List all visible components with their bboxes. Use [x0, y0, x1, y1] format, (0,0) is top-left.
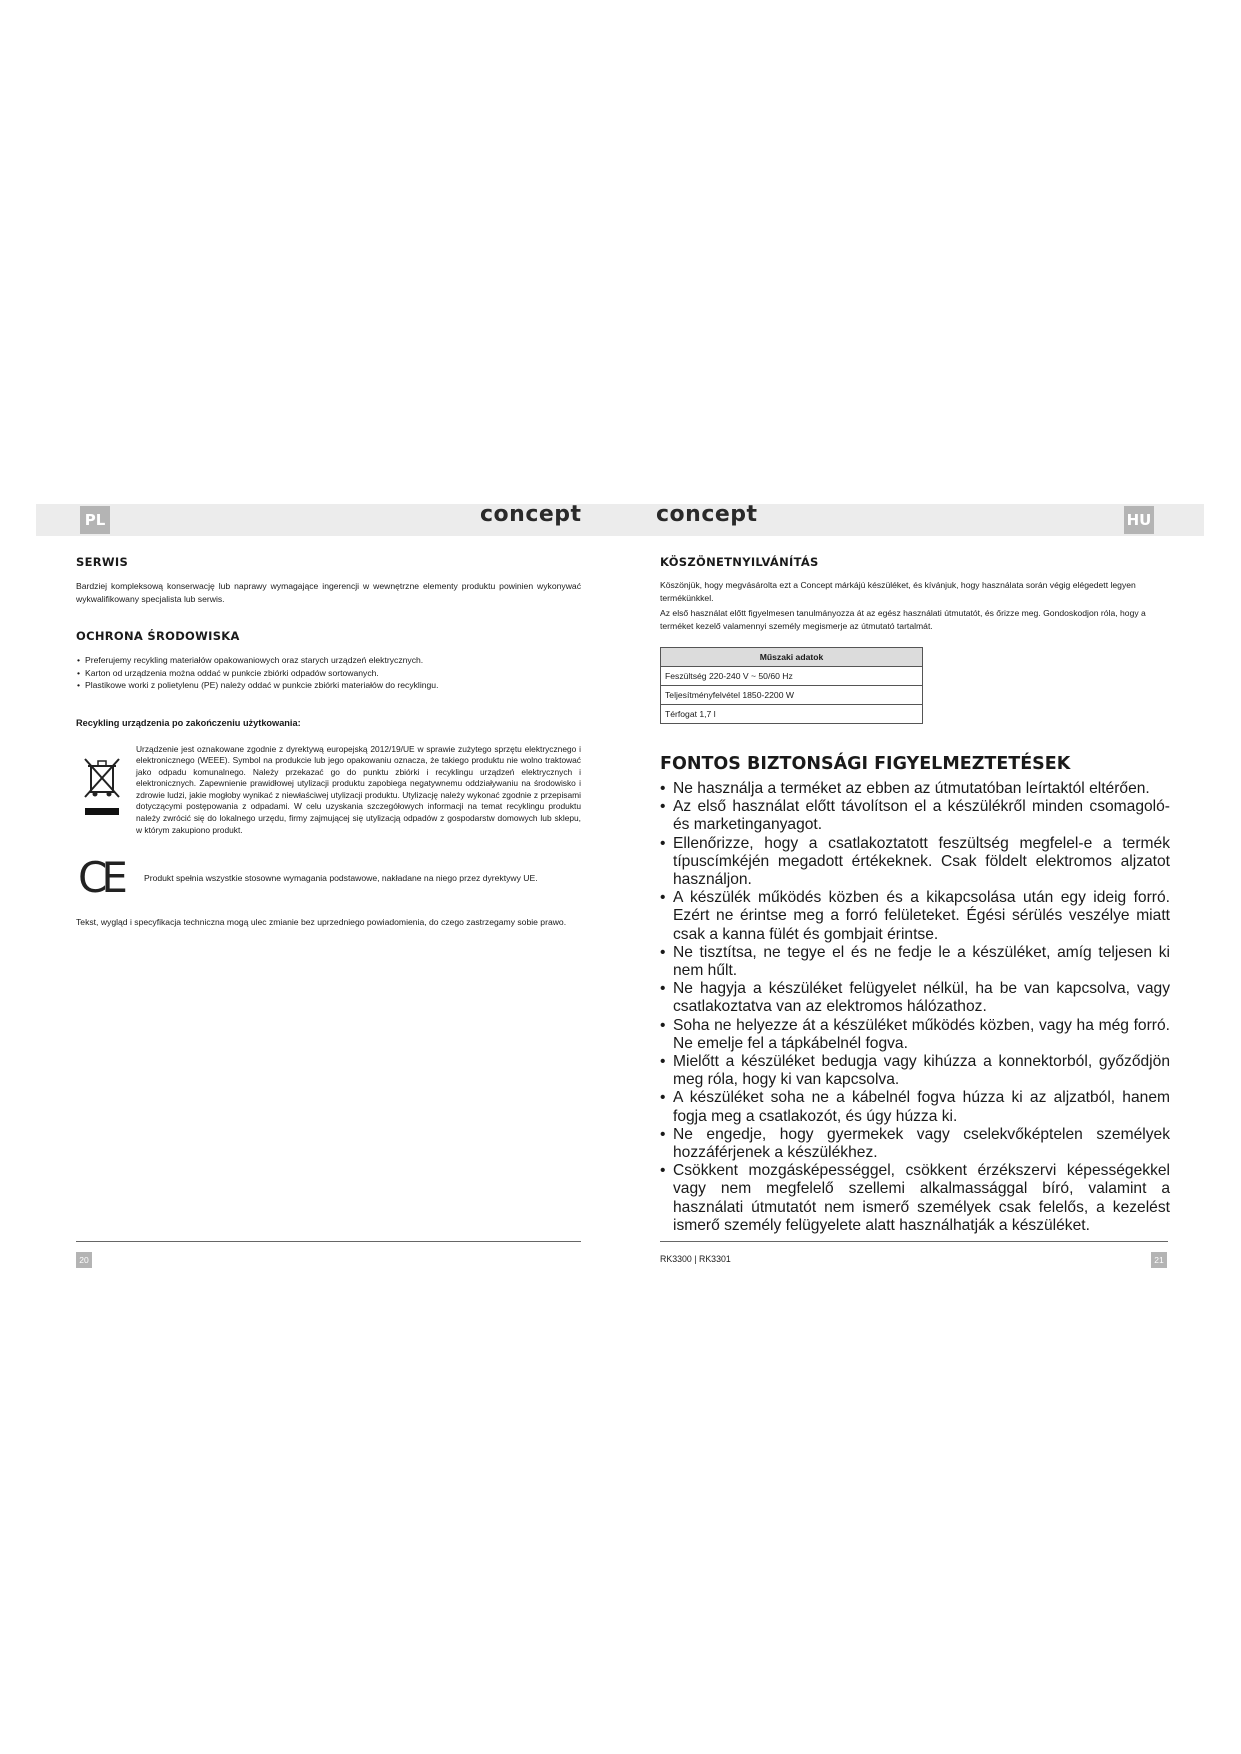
list-item: • Preferujemy recykling materiałów opakowaniowych oraz starych urządzeń elektrycznych. [76, 654, 581, 667]
list-item: • A készülék működés közben és a kikapcsolása után egy ideig forró. Ezért ne érintse meg a forró felületeket. Égési sérülés veszélye miatt csak a kanna fülét és gombjait érintse. [660, 889, 1170, 944]
list-item: • Az első használat előtt távolítson el a készülékről minden csomagoló- és marketinganyagot. [660, 798, 1170, 834]
list-item: • Mielőtt a készüléket bedugja vagy kihúzza a konnektorból, győződjön meg róla, hogy ki van kapcsolva. [660, 1053, 1170, 1089]
list-item: • Soha ne helyezze át a készüléket működés közben, vagy ha még forró. Ne emelje fel a tápkábelnél fogva. [660, 1017, 1170, 1053]
thanks-paragraph-2: Az első használat előtt figyelmesen tanulmányozza át az egész használati útmutatót, és őrizze meg. Gondoskodjon róla, hogy a terméket kezelő valamennyi személy megismerje az útmutató tartalmát. [660, 608, 1146, 631]
table-row: Feszültség 220-240 V ~ 50/60 Hz [661, 667, 923, 686]
safety-heading: FONTOS BIZTONSÁGI FIGYELMEZTETÉSEK [660, 754, 1071, 774]
language-badge-hu: HU [1124, 506, 1154, 534]
serwis-heading: SERWIS [76, 555, 129, 569]
list-item: • Ne hagyja a készüléket felügyelet nélkül, ha be van kapcsolva, vagy csatlakoztatva van az elektromos hálózathoz. [660, 980, 1170, 1016]
model-number: RK3300 | RK3301 [660, 1254, 731, 1264]
ce-mark-icon: CE [78, 853, 122, 903]
list-item: • A készüléket soha ne a kábelnél fogva húzza ki az aljzatból, hanem fogja meg a csatlakozót, és úgy húzza ki. [660, 1089, 1170, 1125]
recycling-heading: Recykling urządzenia po zakończeniu użytkowania: [76, 717, 301, 728]
list-item: • Csökkent mozgásképességgel, csökkent érzékszervi képességekkel vagy nem megfelelő szellemi alkalmassággal bíró, valamint a használati útmutatót nem ismerő személyek csak felelős, a kezelést ismerő személy felügyelete alatt használhatják a készüléket. [660, 1162, 1170, 1235]
list-item: • Karton od urządzenia można oddać w punkcie zbiórki odpadów sortowanych. [76, 667, 581, 680]
footer-rule-right [660, 1241, 1168, 1242]
page-number-right: 21 [1151, 1252, 1167, 1268]
list-item: • Ne tisztítsa, ne tegye el és ne fedje le a készüléket, amíg teljesen ki nem hűlt. [660, 944, 1170, 980]
spec-table-header: Műszaki adatok [661, 648, 923, 667]
weee-section [76, 744, 581, 837]
thanks-heading: KÖSZÖNETNYILVÁNÍTÁS [660, 555, 819, 569]
ce-text: Produkt spełnia wszystkie stosowne wymagania podstawowe, nakładane na niego przez dyrektywy UE. [144, 873, 538, 883]
safety-list [660, 780, 1170, 1235]
list-item: • Ellenőrizze, hogy a csatlakoztatott feszültség megfelel-e a termék típuscímkéjén megadott értékeknek. Csak földelt elektromos aljzatot használjon. [660, 835, 1170, 890]
right-page [660, 555, 1170, 1235]
table-row: Térfogat 1,7 l [661, 705, 923, 724]
left-page [76, 555, 581, 929]
list-item: • Ne engedje, hogy gyermekek vagy cselekvőképtelen személyek hozzáférjenek a készülékhez. [660, 1126, 1170, 1162]
table-row: Teljesítményfelvétel 1850-2200 W [661, 686, 923, 705]
footer-rule-left [76, 1241, 581, 1242]
env-heading: OCHRONA ŚRODOWISKA [76, 629, 240, 643]
env-list [76, 654, 581, 692]
brand-logo-left: concept [480, 502, 582, 527]
thanks-paragraph-1: Köszönjük, hogy megvásárolta ezt a Concept márkájú készüléket, és kívánjuk, hogy használata során végig elégedett legyen termékünkkel. [660, 580, 1136, 603]
page-number-left: 20 [76, 1252, 92, 1268]
list-item: • Plastikowe worki z polietylenu (PE) należy oddać w punkcie zbiórki materiałów do recyklingu. [76, 679, 581, 692]
language-badge-pl: PL [80, 506, 110, 534]
brand-logo-right: concept [656, 502, 758, 527]
notice-text: Tekst, wygląd i specyfikacja techniczna mogą ulec zmianie bez uprzedniego powiadomienia, do czego zastrzegamy sobie prawo. [76, 917, 567, 928]
spec-table [660, 647, 923, 724]
header-band [36, 504, 1204, 536]
weee-bar [85, 808, 119, 815]
list-item: • Ne használja a terméket az ebben az útmutatóban leírtaktól eltérően. [660, 780, 1170, 798]
recycling-text: Urządzenie jest oznakowane zgodnie z dyrektywą europejską 2012/19/UE w sprawie zużytego sprzętu elektrycznego i elektronicznego (WEEE). Symbol na produkcie lub jego opakowaniu oznacza, że takiego produktu nie wolno traktować jako odpadu komunalnego. Należy przekazać go do punktu zbiórki i recyklingu urządzeń elektrycznych i elektronicznych. Zapewnienie prawidłowej utylizacji produktu zapobiega negatywnemu oddziaływaniu na środowisko i zdrowie ludzi, jakie mogłoby wynikać z niewłaściwej utylizacji produktu. Utylizację należy wykonać zgodnie z przepisami dotyczącymi postępowania z odpadami. W celu uzyskania szczegółowych informacji na temat recyklingu produktu należy zwrócić się do lokalnego urzędu, firmy zajmującej się utylizacją odpadów z gospodarstw domowych lub sklepu, w którym zakupiono produkt. [136, 743, 581, 835]
weee-bin-icon [76, 744, 128, 837]
ce-section [76, 853, 581, 903]
serwis-text: Bardziej kompleksową konserwację lub naprawy wymagające ingerencji w wewnętrzne elementy produktu powinien wykonywać wykwalifikowany specjalista lub serwis. [76, 581, 581, 604]
